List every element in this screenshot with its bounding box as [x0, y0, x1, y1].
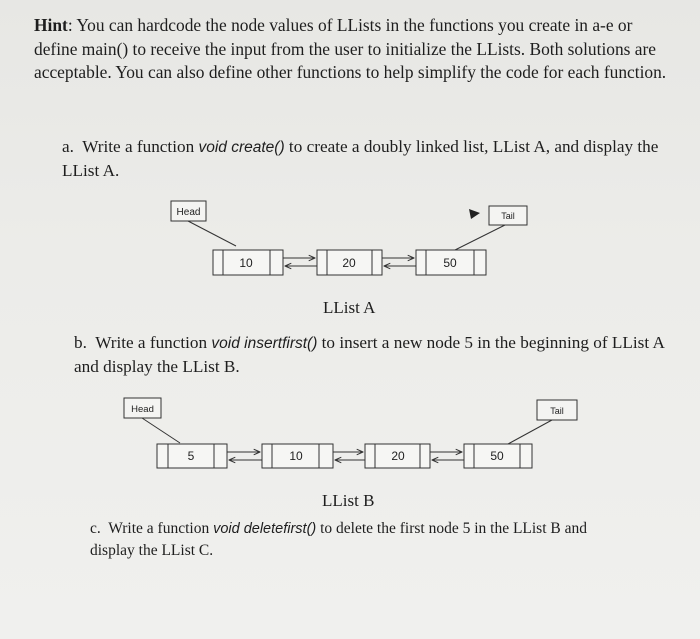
- item-c-before: Write a function: [108, 520, 214, 537]
- diagram-b-caption: LList B: [322, 491, 375, 510]
- diagram-a-node-20: [317, 250, 382, 275]
- diagram-b-node-20: [365, 444, 430, 468]
- diagram-b: [124, 398, 577, 468]
- diagram-a-node-value: 50: [443, 256, 457, 270]
- diagram-a-caption: LList A: [323, 298, 376, 317]
- diagram-a-node-50: [416, 250, 486, 275]
- diagram-b-node-50: [464, 444, 532, 468]
- item-a-before: Write a function: [82, 137, 199, 156]
- item-a-function: void create(): [198, 139, 285, 156]
- diagram-b-tail-pointer: [508, 420, 552, 444]
- diagram-b-head-pointer: [142, 418, 180, 443]
- item-b-before: Write a function: [95, 333, 212, 352]
- diagram-a-tail-pointer: [455, 225, 505, 250]
- diagram-b-tail-label: Tail: [550, 406, 564, 416]
- cursor-icon: [469, 209, 480, 219]
- hint-label: Hint: [34, 15, 68, 35]
- item-a-after: to create a doubly linked list, LList A, and display the LList A.: [62, 137, 659, 180]
- item-b-function: void insertfirst(): [211, 335, 318, 352]
- diagram-b-node-10: [262, 444, 333, 468]
- diagram-b-node-value: 50: [490, 449, 504, 463]
- diagram-b-node-value: 10: [289, 449, 303, 463]
- diagram-a-node-value: 20: [342, 256, 356, 270]
- item-c-after: to delete the first node 5 in the LList B and display the LList C.: [90, 520, 587, 559]
- item-b-marker: b.: [74, 333, 87, 352]
- diagram-a-head-label: Head: [176, 207, 201, 218]
- diagram-b-node-value: 5: [187, 449, 195, 463]
- diagram-a: [171, 201, 527, 275]
- item-a-marker: a.: [62, 137, 74, 156]
- diagram-b-head-label: Head: [131, 404, 154, 415]
- diagram-a-node-value: 10: [239, 256, 253, 270]
- diagram-a-tail-label: Tail: [501, 211, 515, 221]
- diagram-b-node-5: [157, 444, 227, 468]
- diagram-a-head-pointer: [188, 221, 236, 246]
- item-c-function: void deletefirst(): [213, 521, 317, 537]
- item-b-after: to insert a new node 5 in the beginning of LList A and display the LList B.: [74, 333, 664, 376]
- diagram-a-node-10: [213, 250, 283, 275]
- item-b: [74, 331, 674, 378]
- hint-text: : You can hardcode the node values of LLists in the functions you create in a-e or define main() to receive the input from the user to initialize the LLists. Both solutions are acceptable. You can also define other functions to help simplify the code for each function.: [34, 15, 667, 82]
- item-c: [90, 518, 620, 561]
- item-c-marker: c.: [90, 520, 101, 537]
- diagram-b-node-value: 20: [391, 449, 405, 463]
